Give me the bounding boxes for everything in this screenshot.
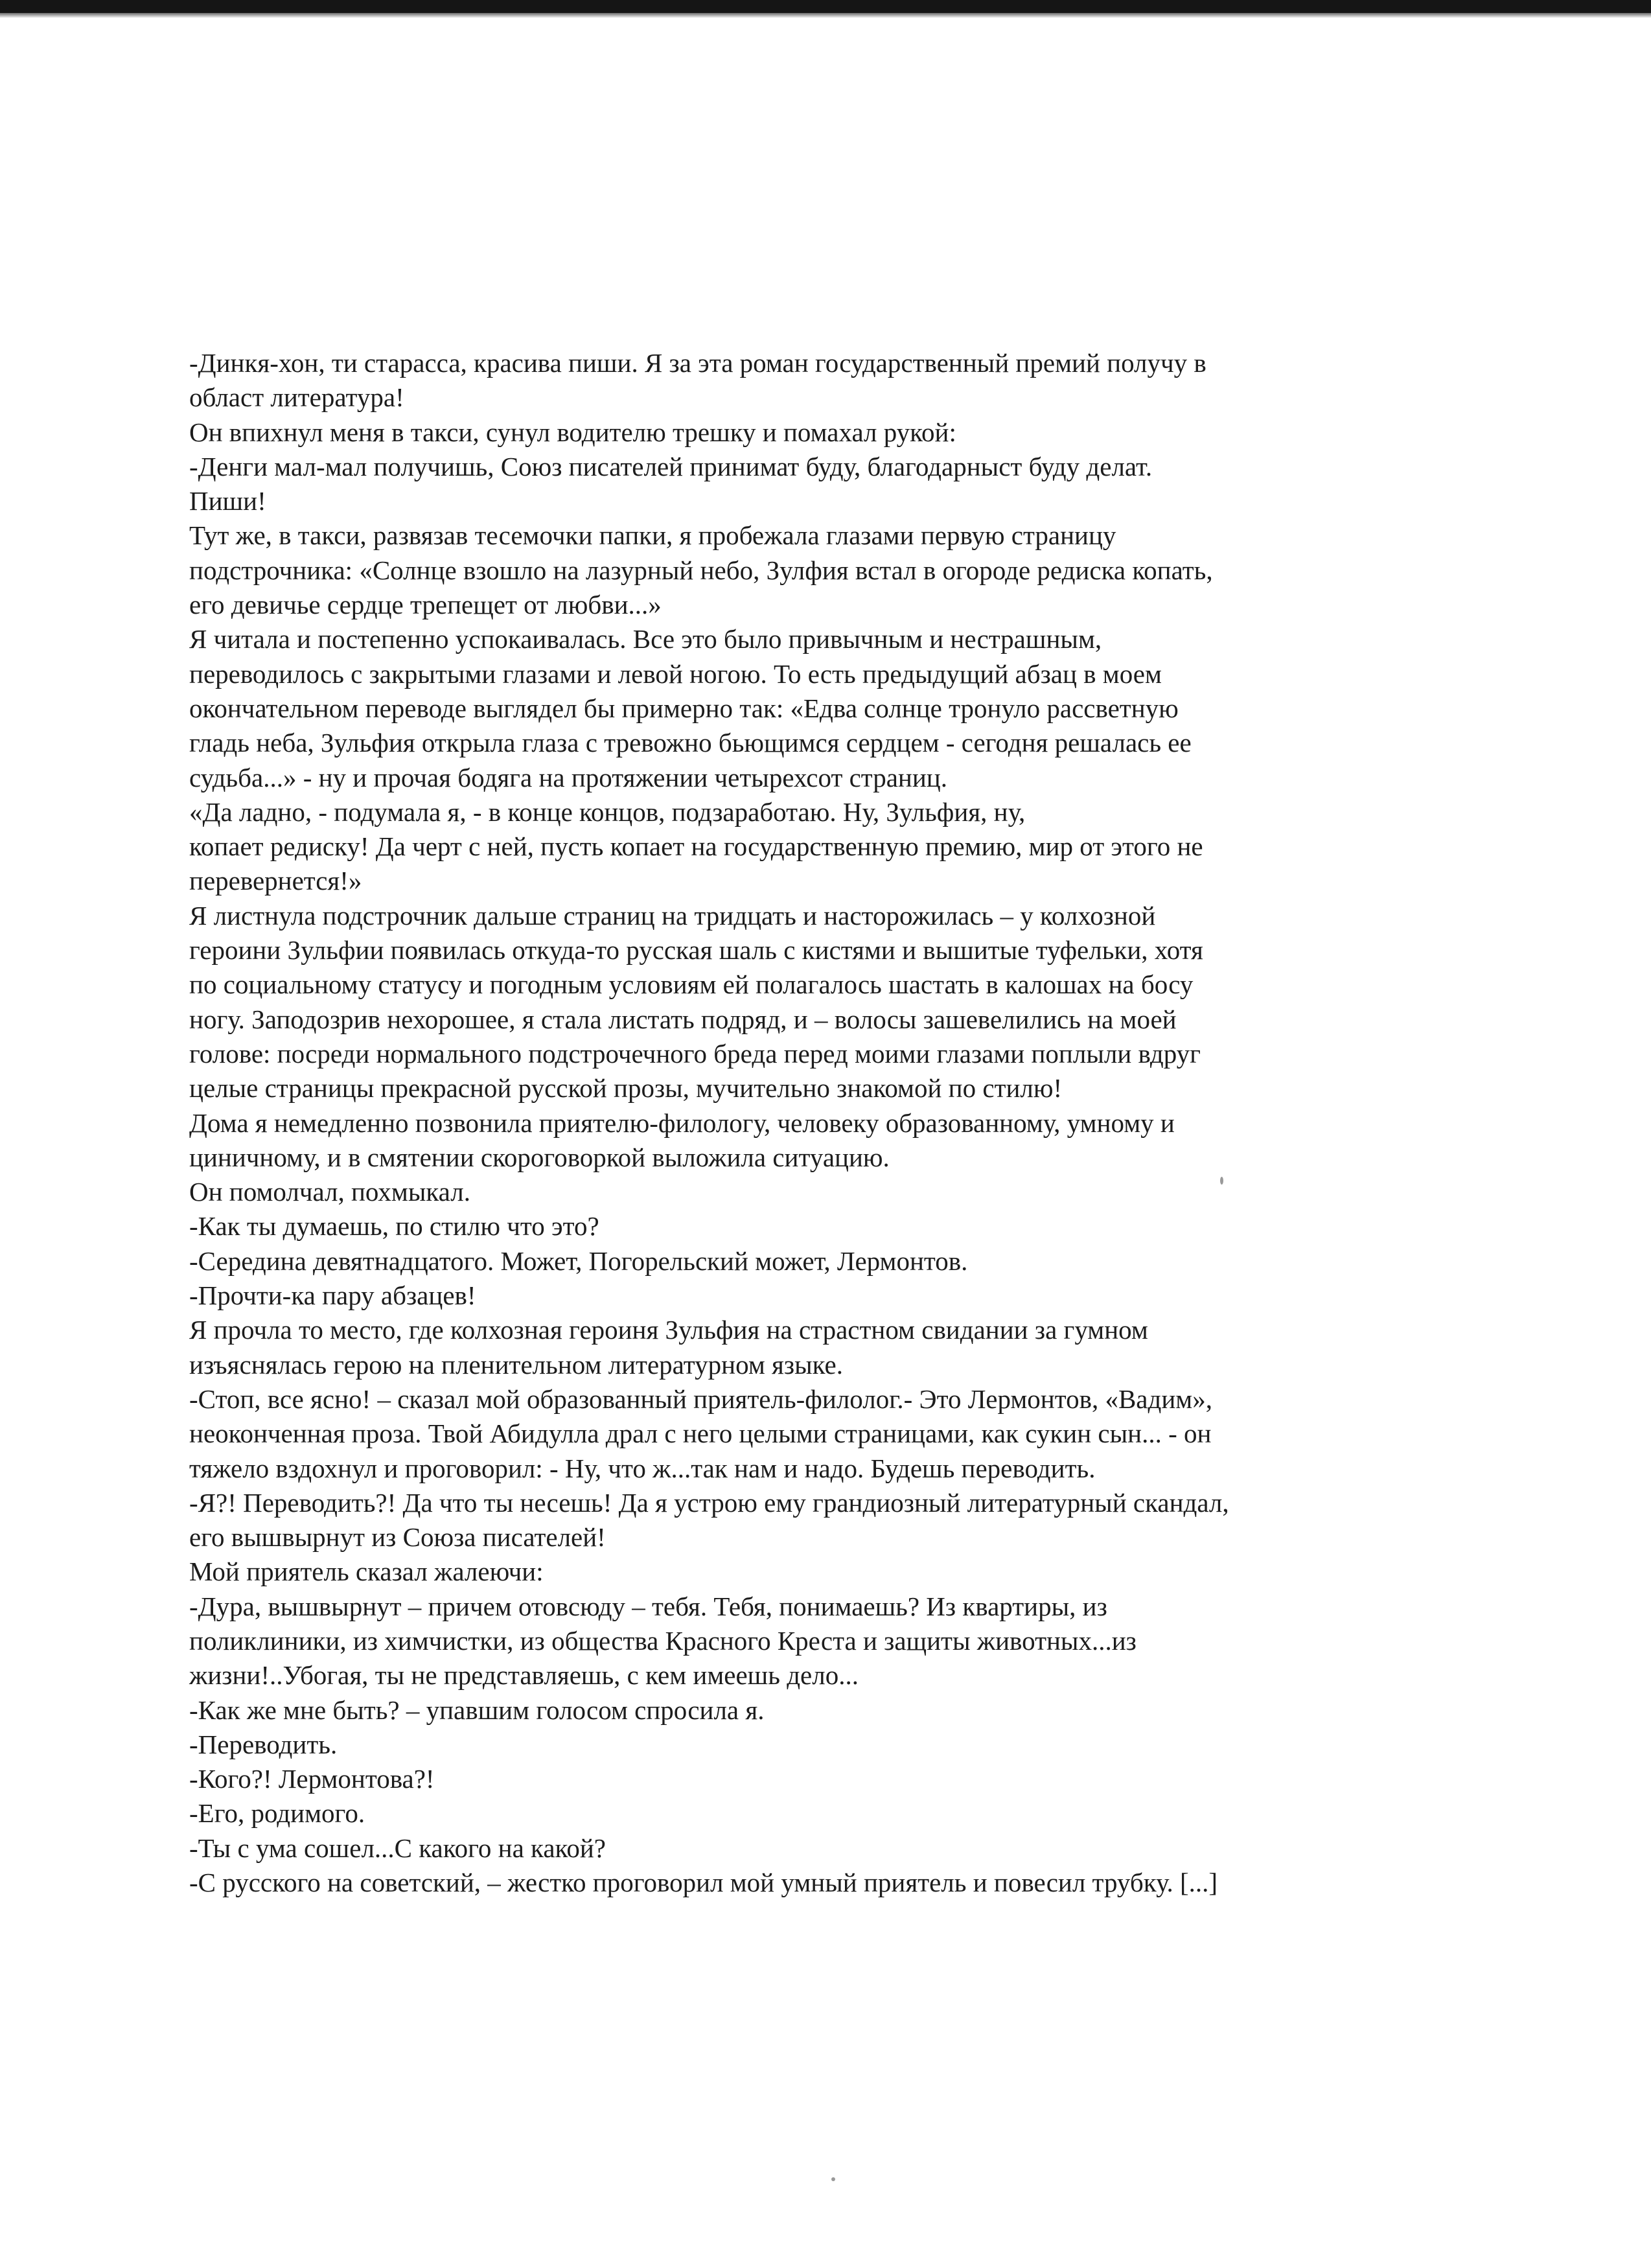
text-line: целые страницы прекрасной русской прозы, мучительно знакомой по стилю! <box>189 1073 1063 1104</box>
text-line: -Кого?! Лермонтова?! <box>189 1764 435 1794</box>
text-line: неоконченная проза. Твой Абидулла драл с него целыми страницами, как сукин сын... - он <box>189 1418 1212 1449</box>
text-line: Он помолчал, похмыкал. <box>189 1177 470 1207</box>
text-line: -Как же мне быть? – упавшим голосом спросила я. <box>189 1695 765 1725</box>
scan-speck <box>831 2177 835 2181</box>
text-line: -Как ты думаешь, по стилю что это? <box>189 1211 599 1242</box>
text-line: окончательном переводе выглядел бы примерно так: «Едва солнце тронуло рассветную <box>189 693 1179 723</box>
text-line: -Ты с ума сошел...С какого на какой? <box>189 1833 606 1863</box>
text-line: -Я?! Переводить?! Да что ты несешь! Да я устрою ему грандиозный литературный скандал, <box>189 1487 1229 1518</box>
text-line: тяжело вздохнул и проговорил: - Ну, что ж...так нам и надо. Будешь переводить. <box>189 1453 1096 1483</box>
text-line: -С русского на советский, – жестко проговорил мой умный приятель и повесил трубку. [...] <box>189 1868 1218 1898</box>
text-line: област литература! <box>189 382 404 413</box>
text-line: его девичье сердце трепещет от любви...» <box>189 590 662 620</box>
text-line: Он впихнул меня в такси, сунул водителю трешку и помахал рукой: <box>189 417 956 447</box>
text-line: ногу. Заподозрив нехорошее, я стала листать подряд, и – волосы зашевелились на моей <box>189 1004 1177 1034</box>
text-line: Я листнула подстрочник дальше страниц на тридцать и насторожилась – у колхозной <box>189 900 1156 931</box>
text-line: жизни!..Убогая, ты не представляешь, с кем имеешь дело... <box>189 1660 859 1691</box>
text-line: Я читала и постепенно успокаивалась. Все это было привычным и нестрашным, <box>189 624 1102 654</box>
text-line: героини Зульфии появилась откуда-то русская шаль с кистями и вышитые туфельки, хотя <box>189 935 1203 966</box>
text-line: -Переводить. <box>189 1729 338 1759</box>
text-line: гладь неба, Зульфия открыла глаза с тревожно бьющимся сердцем - сегодня решалась ее <box>189 728 1192 758</box>
text-line: перевернется!» <box>189 866 362 896</box>
scan-top-shadow <box>0 13 1651 18</box>
text-line: -Денги мал-мал получишь, Союз писателей принимат буду, благодарныст буду делат. <box>189 451 1153 481</box>
text-line: по социальному статусу и погодным условиям ей полагалось шастать в калошах на босу <box>189 969 1194 1000</box>
text-line: изъяснялась герою на пленительном литературном языке. <box>189 1349 843 1380</box>
text-line: поликлиники, из химчистки, из общества Красного Креста и защиты животных...из <box>189 1625 1137 1656</box>
text-line: -Динкя-хон, ти старасса, красива пиши. Я за эта роман государственный премий получу в <box>189 348 1206 378</box>
scan-top-edge <box>0 0 1651 13</box>
text-line: Тут же, в такси, развязав тесемочки папки, я пробежала глазами первую страницу <box>189 520 1116 551</box>
text-line: циничному, и в смятении скороговоркой выложила ситуацию. <box>189 1142 890 1172</box>
text-line: -Стоп, все ясно! – сказал мой образованный приятель-филолог.- Это Лермонтов, «Вадим», <box>189 1383 1213 1414</box>
text-line: Я прочла то место, где колхозная героиня Зульфия на страстном свидании за гумном <box>189 1315 1148 1345</box>
text-line: переводилось с закрытыми глазами и левой ногою. То есть предыдущий абзац в моем <box>189 658 1162 689</box>
text-line: -Прочти-ка пару абзацев! <box>189 1280 476 1311</box>
text-line: подстрочника: «Солнце взошло на лазурный небо, Зулфия встал в огороде редиска копать, <box>189 555 1213 585</box>
scan-speck <box>1220 1177 1223 1185</box>
text-line: голове: посреди нормального подстрочечного бреда перед моими глазами поплыли вдруг <box>189 1038 1201 1069</box>
text-line: -Дура, вышвырнут – причем отовсюду – тебя. Тебя, понимаешь? Из квартиры, из <box>189 1591 1107 1621</box>
text-line: копает редиску! Да черт с ней, пусть копает на государственную премию, мир от этого не <box>189 831 1203 862</box>
text-line: Мой приятель сказал жалеючи: <box>189 1556 544 1587</box>
text-line: его вышвырнут из Союза писателей! <box>189 1522 606 1553</box>
text-line: -Середина девятнадцатого. Может, Погорельский может, Лермонтов. <box>189 1245 968 1276</box>
text-line: Пиши! <box>189 486 266 516</box>
text-line: «Да ладно, - подумала я, - в конце концов, подзаработаю. Ну, Зульфия, ну, <box>189 796 1026 827</box>
document-body <box>189 346 1420 1900</box>
text-line: Дома я немедленно позвонила приятелю-филологу, человеку образованному, умному и <box>189 1107 1175 1138</box>
text-line: судьба...» - ну и прочая бодяга на протяжении четырехсот страниц. <box>189 762 948 793</box>
text-line: -Его, родимого. <box>189 1798 365 1829</box>
